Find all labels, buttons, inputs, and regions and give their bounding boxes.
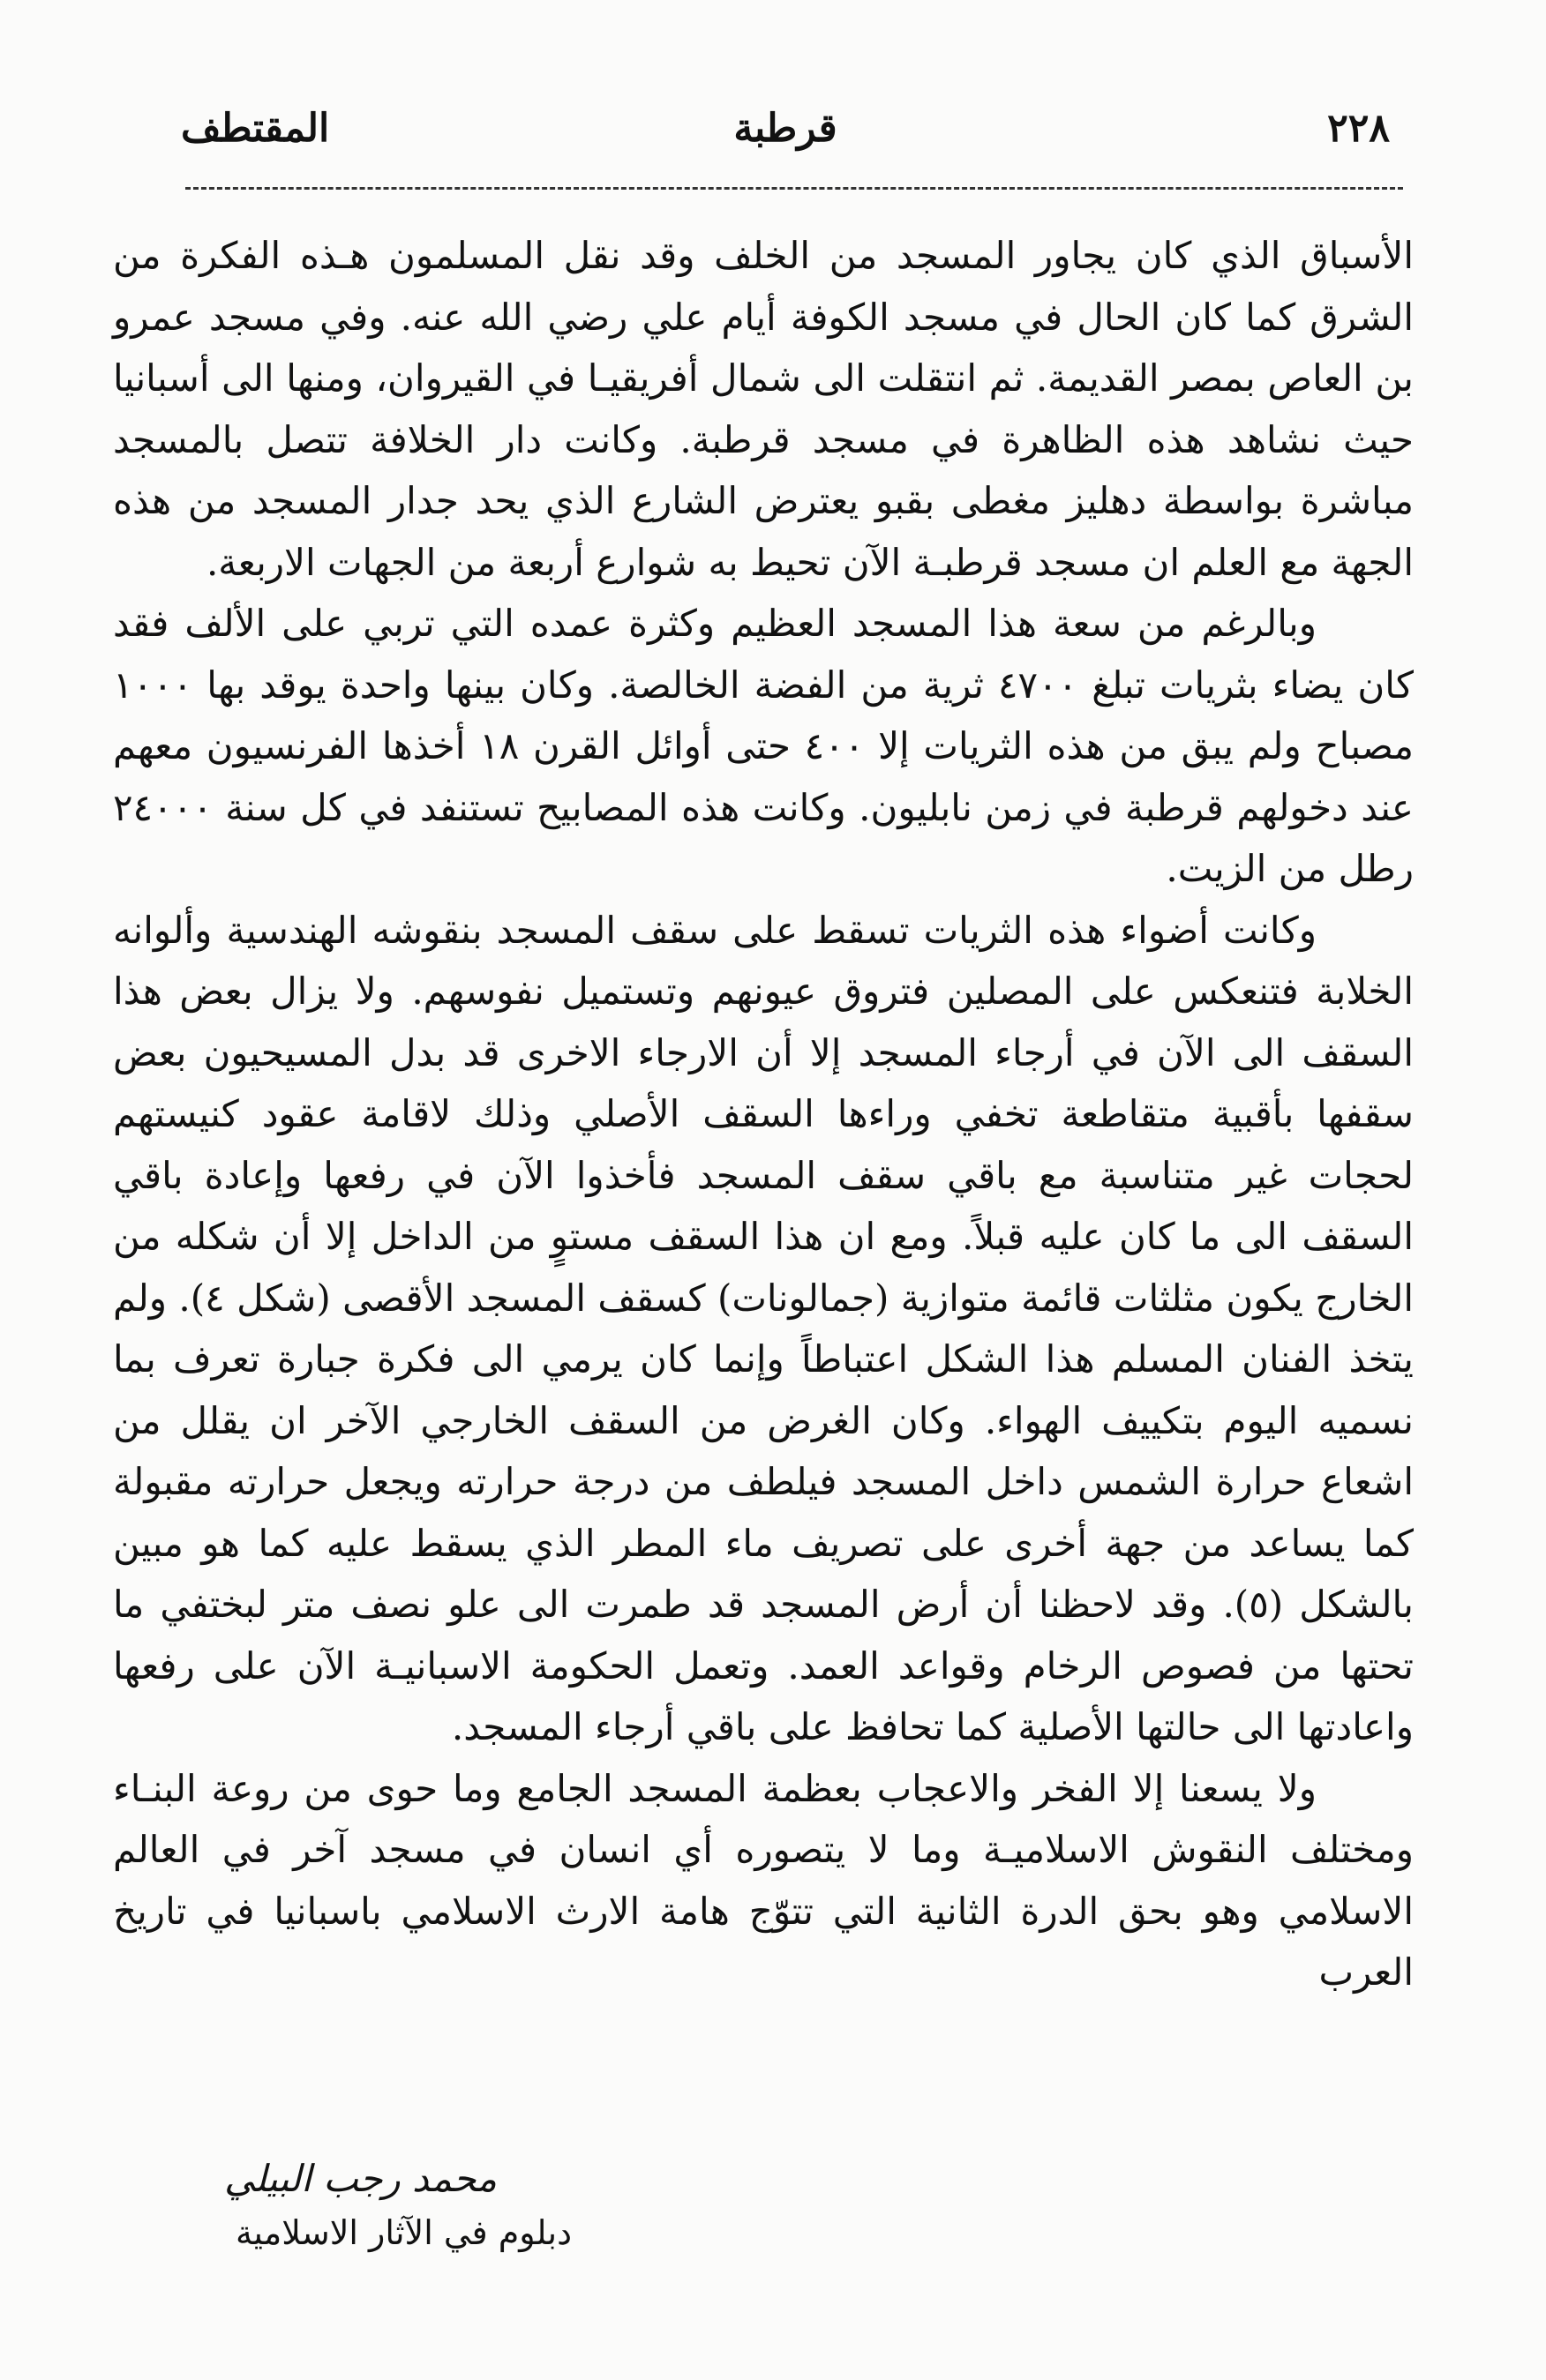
page-number: ٢٢٨ bbox=[1327, 106, 1390, 151]
paragraph-ceiling: وكانت أضواء هذه الثريات تسقط على سقف المسجد بنقوشه الهندسية وألوانه الخلابة فتنعكس على المصلين فتروق عيونهم وتستميل نفوسهم. ولا يزال بعض هذا السقف الى الآن في أرجاء المسجد إلا أن الارجاء الاخرى قد بدل المسيحيون بعض سقفها بأقبية متقاطعة تخفي وراءها السقف الأصلي وذلك لاقامة عقود كنيستهم لحجات غير متناسبة مع باقي سقف المسجد فأخذوا الآن في رفعها وإعادة باقي السقف الى ما كان عليه قبلاً. ومع ان هذا السقف مستوٍ من الداخل إلا أن شكله من الخارج يكون مثلثات قائمة متوازية (جمالونات) كسقف المسجد الأقصى (شكل ٤). ولم يتخذ الفنان المسلم هذا الشكل اعتباطاً وإنما كان يرمي الى فكرة جبارة تعرف بما نسميه اليوم بتكييف الهواء. وكان الغرض من السقف الخارجي الآخر ان يقلل من اشعاع حرارة الشمس داخل المسجد فيلطف من درجة حرارته ويجعل حرارته مقبولة كما يساعد من جهة أخرى على تصريف ماء المطر الذي يسقط عليه كما هو مبين بالشكل (٥). وقد لاحظنا أن أرض المسجد قد طمرت الى علو نصف متر لبختفي ما تحتها من فصوص الرخام وقواعد العمد. وتعمل الحكومة الاسبانيـة الآن على رفعها واعادتها الى حالتها الأصلية كما تحافظ على باقي أرجاء المسجد. bbox=[113, 908, 1414, 1748]
paragraph-chandeliers: وبالرغم من سعة هذا المسجد العظيم وكثرة عمده التي تربي على الألف فقد كان يضاء بثريات تبلغ ٤٧٠٠ ثرية من الفضة الخالصة. وكان بينها واحدة يوقد بها ١٠٠٠ مصباح ولم يبق من هذه الثريات إلا ٤٠٠ حتى أوائل القرن ١٨ أخذها الفرنسيون معهم عند دخولهم قرطبة في زمن نابليون. وكانت هذه المصابيح تستنفد في كل سنة ٢٤٠٠٠ رطل من الزيت. bbox=[113, 602, 1414, 890]
page-header bbox=[181, 106, 1390, 168]
author-name: محمد رجب البيلي bbox=[224, 2157, 497, 2200]
paragraph-conclusion: ولا يسعنا إلا الفخر والاعجاب بعظمة المسجد الجامع وما حوى من روعة البنـاء ومختلف النقوش الاسلاميـة وما لا يتصوره أي انسان في مسجد آخر في العالم الاسلامي وهو بحق الدرة الثانية التي تتوّج هامة الارث الاسلامي باسبانيا في تاريخ العرب bbox=[113, 1766, 1414, 1994]
running-title: قرطبة bbox=[733, 106, 837, 151]
author-credential: دبلوم في الآثار الاسلامية bbox=[236, 2213, 572, 2252]
article-body bbox=[113, 225, 1414, 2003]
header-divider bbox=[185, 187, 1403, 190]
paragraph-continued: الأسباق الذي كان يجاور المسجد من الخلف وقد نقل المسلمون هـذه الفكرة من الشرق كما كان الحال في مسجد الكوفة أيام علي رضي الله عنه. وفي مسجد عمرو بن العاص بمصر القديمة. ثم انتقلت الى شمال أفريقيـا في القيروان، ومنها الى أسبانيا حيث نشاهد هذه الظاهرة في مسجد قرطبة. وكانت دار الخلافة تتصل بالمسجد مباشرة بواسطة دهليز مغطى بقبو يعترض الشارع الذي يحد جدار المسجد من هذه الجهة مع العلم ان مسجد قرطبـة الآن تحيط به شوارع أربعة من الجهات الاربعة. bbox=[113, 234, 1414, 584]
author-signature bbox=[113, 2152, 572, 2311]
journal-name: المقتطف bbox=[181, 106, 330, 151]
